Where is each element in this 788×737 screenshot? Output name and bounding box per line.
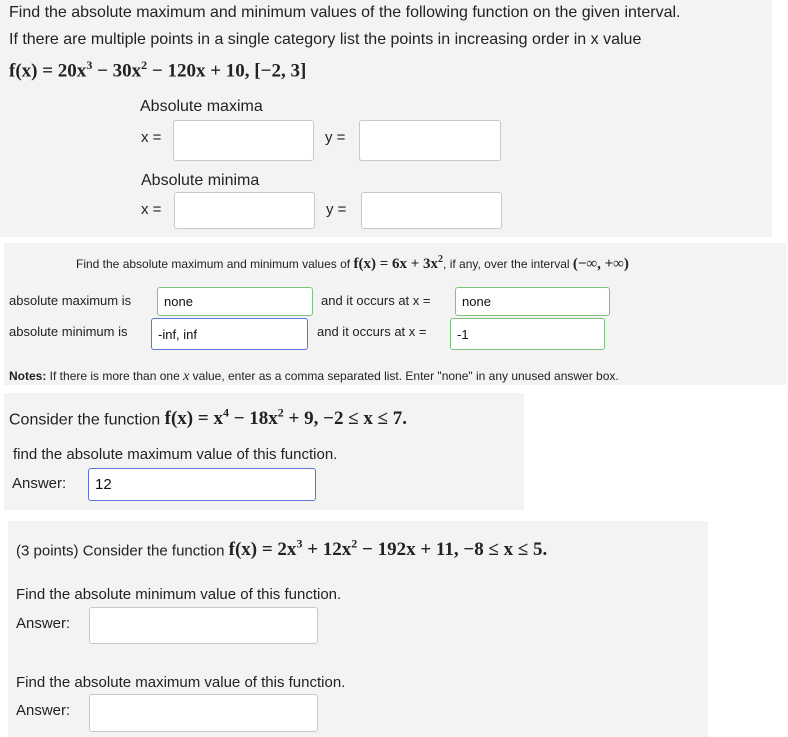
problem-1-instruction-2: If there are multiple points in a single category list the points in increasing order in x value: [9, 31, 642, 48]
problem-4-question-max: Find the absolute maximum value of this function.: [16, 674, 346, 691]
min-occurs-input[interactable]: -1: [450, 318, 605, 350]
problem-3-prompt: Consider the function $f(x) = x^4 - 18x^2 + 9$, −2 ≤ x ≤ 7.: [9, 406, 408, 430]
problem-2-panel: [4, 243, 786, 385]
problem-4-function: $f(x) = 2x^3 + 12x^2 - 192x + 11$, −8 ≤ x ≤ 5.: [228, 537, 548, 561]
problem-3-panel: [4, 393, 524, 510]
absolute-maxima-heading: Absolute maxima: [140, 98, 263, 115]
problem-4-answer-label-min: Answer:: [16, 615, 71, 632]
problem-4-answer-label-max: Answer:: [16, 702, 71, 719]
abs-max-label: absolute maximum is: [9, 293, 132, 308]
problem-2-interval: (−∞, +∞): [572, 256, 629, 272]
abs-min-label: absolute minimum is: [9, 324, 128, 339]
problem-1-function: $f(x) = 20x^3 - 30x^2 - 120x + 10$, [−2, 3]: [9, 58, 307, 82]
problem-2-function: $f(x) = 6x + 3x^2$: [353, 254, 444, 272]
abs-min-input[interactable]: -inf, inf: [151, 318, 308, 350]
minima-x-input[interactable]: [174, 192, 315, 229]
max-occurs-label: and it occurs at x =: [321, 293, 431, 308]
maxima-y-label: y =: [325, 129, 346, 146]
problem-1-panel: [0, 0, 772, 237]
max-occurs-input[interactable]: none: [455, 287, 610, 316]
problem-4-prompt: (3 points) Consider the function $f(x) = 2x^3 + 12x^2 - 192x + 11$, −8 ≤ x ≤ 5.: [16, 537, 548, 561]
minima-x-label: x =: [141, 201, 162, 218]
min-occurs-label: and it occurs at x =: [317, 324, 427, 339]
problem-2-prompt: Find the absolute maximum and minimum values of $f(x) = 6x + 3x^2$, if any, over the interval (−∞, +∞): [76, 254, 629, 272]
minima-y-label: y =: [326, 201, 347, 218]
problem-3-answer-label: Answer:: [12, 475, 67, 492]
problem-3-answer-input[interactable]: 12: [88, 468, 316, 501]
problem-4-max-answer-input[interactable]: [89, 694, 318, 732]
maxima-y-input[interactable]: [359, 120, 501, 161]
problem-4-panel: [8, 521, 708, 737]
absolute-minima-heading: Absolute minima: [141, 172, 260, 189]
minima-y-input[interactable]: [361, 192, 502, 229]
problem-3-function: $f(x) = x^4 - 18x^2 + 9$, −2 ≤ x ≤ 7.: [164, 406, 408, 430]
maxima-x-label: x =: [141, 129, 162, 146]
maxima-x-input[interactable]: [173, 120, 314, 161]
problem-2-notes: Notes: If there is more than one x value, enter as a comma separated list. Enter "none" in any unused answer box.: [9, 369, 619, 384]
problem-1-instruction-1: Find the absolute maximum and minimum values of the following function on the given interval.: [9, 4, 681, 21]
problem-4-min-answer-input[interactable]: [89, 607, 318, 644]
abs-max-input[interactable]: none: [157, 287, 313, 316]
problem-3-question: find the absolute maximum value of this function.: [13, 446, 338, 463]
problem-4-question-min: Find the absolute minimum value of this function.: [16, 586, 342, 603]
